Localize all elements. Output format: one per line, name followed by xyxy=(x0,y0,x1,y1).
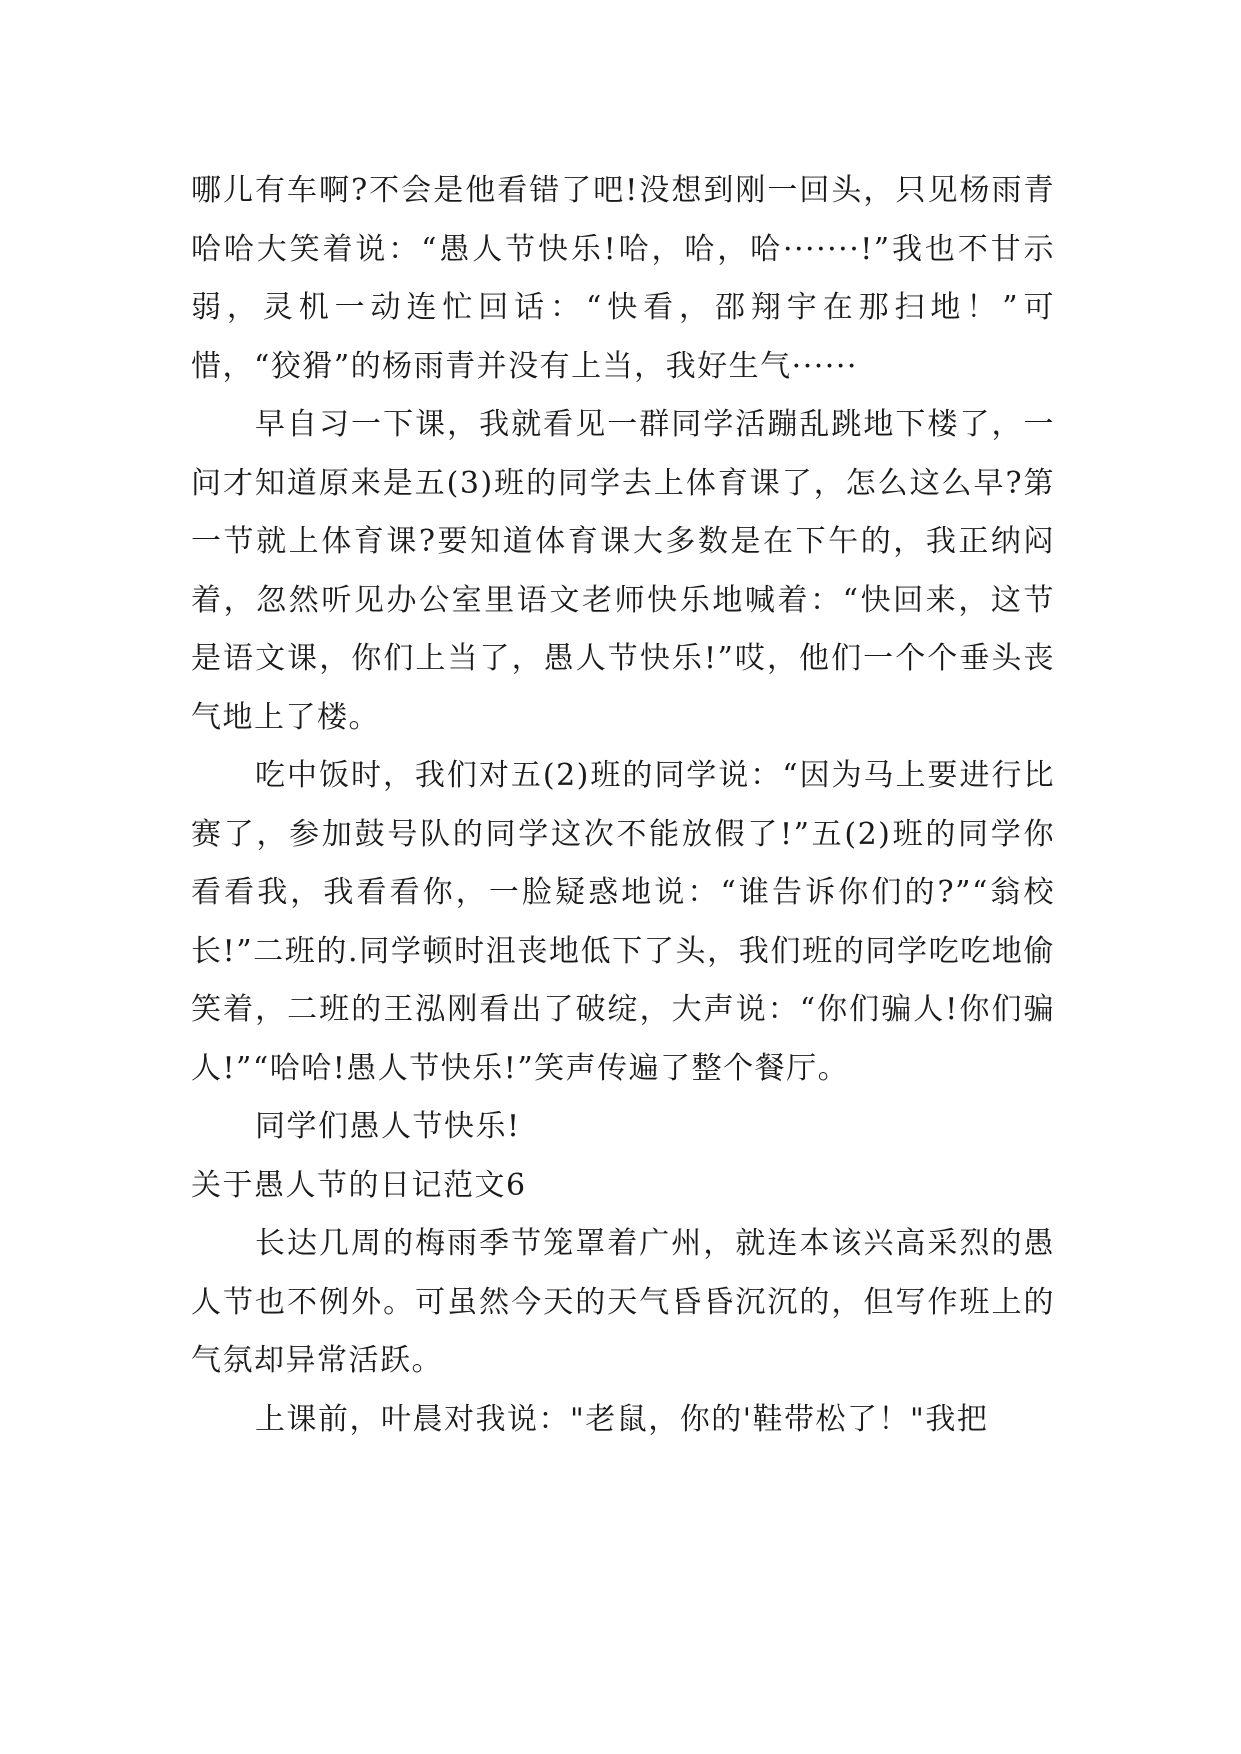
paragraph: 吃中饭时，我们对五(2)班的同学说：“因为马上要进行比赛了，参加鼓号队的同学这次不能放假了!”五(2)班的同学你看看我，我看看你，一脸疑惑地说：“谁告诉你们的?”“翁校长!”二班的.同学顿时沮丧地低下了头，我们班的同学吃吃地偷笑着，二班的王泓刚看出了破绽，大声说：“你们骗人!你们骗人!”“哈哈!愚人节快乐!”笑声传遍了整个餐厅。 xyxy=(191,758,1055,1086)
paragraph: 早自习一下课，我就看见一群同学活蹦乱跳地下楼了，一问才知道原来是五(3)班的同学去上体育课了，怎么这么早?第一节就上体育课?要知道体育课大多数是在下午的，我正纳闷着，忽然听见办公室里语文老师快乐地喊着：“快回来，这节是语文课，你们上当了，愚人节快乐!”哎，他们一个个垂头丧气地上了楼。 xyxy=(191,407,1055,735)
paragraph: 长达几周的梅雨季节笼罩着广州，就连本该兴高采烈的愚人节也不例外。可虽然今天的天气昏昏沉沉的，但写作班上的气氛却异常活跃。 xyxy=(191,1226,1055,1378)
paragraph: 同学们愚人节快乐! xyxy=(255,1109,521,1144)
paragraph: 上课前，叶晨对我说："老鼠，你的'鞋带松了！"我把 xyxy=(255,1401,989,1437)
section-heading: 关于愚人节的日记范文6 xyxy=(191,1167,527,1203)
paragraph: 哪儿有车啊?不会是他看错了吧!没想到刚一回头，只见杨雨青哈哈大笑着说：“愚人节快乐!哈，哈，哈·······!”我也不甘示弱，灵机一动连忙回话：“快看，邵翔宇在那扫地！”可惜，“狡猾”的杨雨青并没有上当，我好生气······ xyxy=(191,173,1055,384)
document-body xyxy=(191,162,1055,1449)
